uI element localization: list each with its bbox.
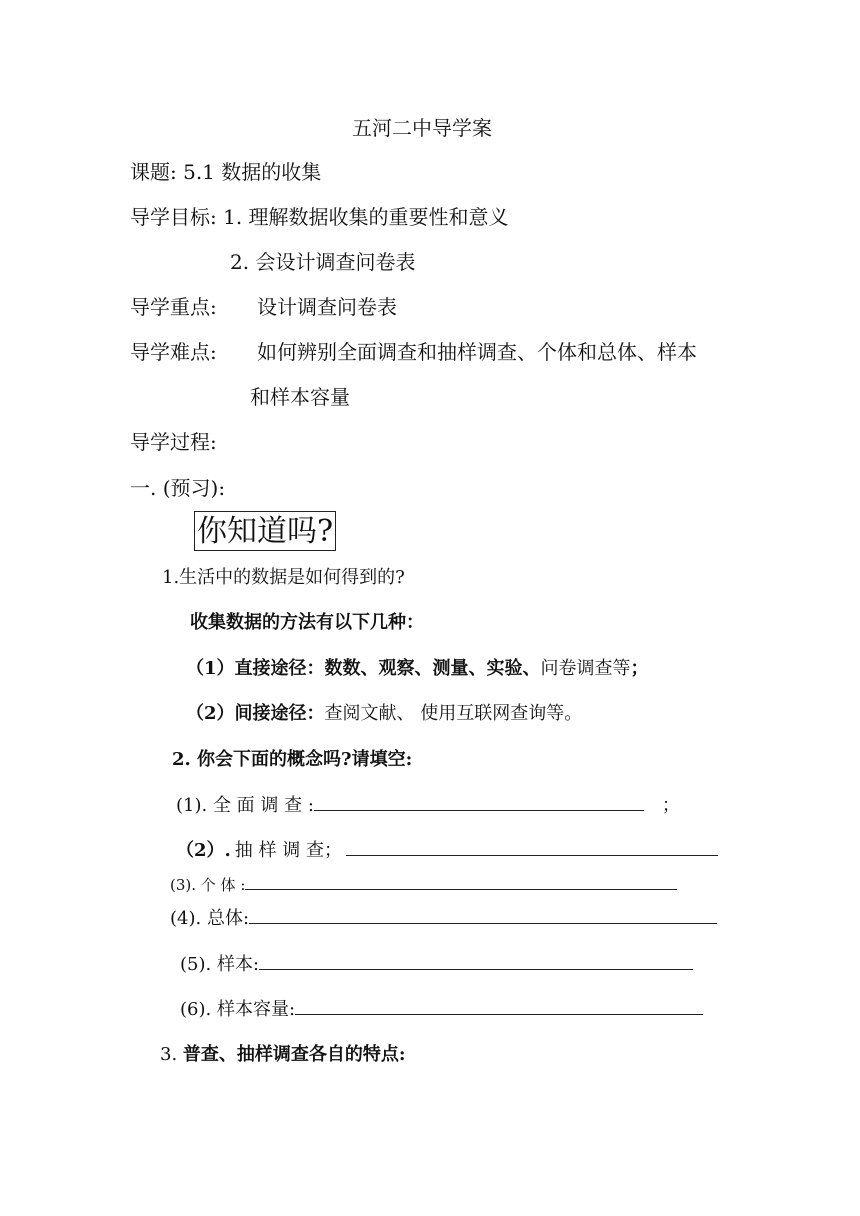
- topic-line: 课题: 5.1 数据的收集: [130, 160, 322, 184]
- fill-6-label: (6). 样本容量:: [180, 999, 296, 1020]
- method-1: [186, 657, 649, 681]
- fill-1: [176, 792, 680, 818]
- fill-2-label: 抽 样 调 查；: [234, 840, 342, 861]
- fill-6-blank[interactable]: [295, 996, 703, 1015]
- fill-4-blank[interactable]: [249, 905, 717, 924]
- method-2-rest: 查阅文献、 使用互联网查询等。: [324, 703, 583, 724]
- fill-6: [180, 996, 703, 1022]
- method-1-rest: 问卷调查等: [540, 658, 631, 679]
- question-2: 2. 你会下面的概念吗?请填空:: [172, 749, 413, 770]
- fill-5: [180, 951, 693, 977]
- key-points-label: 导学重点:: [130, 295, 217, 319]
- difficulty-text-2: 和样本容量: [250, 385, 350, 409]
- section-preview: 一. (预习):: [130, 476, 226, 500]
- question-3-number: 3.: [160, 1044, 183, 1065]
- fill-1-end: ；: [661, 795, 680, 816]
- method-1-end: ；: [630, 658, 649, 679]
- goals-line: 导学目标: 1. 理解数据收集的重要性和意义: [130, 205, 509, 229]
- method-2-bold: （2）间接途径：: [186, 703, 325, 724]
- fill-3: [170, 873, 677, 897]
- key-points-text: 设计调查问卷表: [257, 295, 397, 319]
- method-1-bold: （1）直接途径：数数、观察、测量、实验、: [186, 658, 541, 679]
- fill-2-number: （2）.: [176, 840, 231, 861]
- fill-4-label: (4). 总体:: [170, 908, 250, 929]
- difficulty-text-1: 如何辨别全面调查和抽样调查、个体和总体、样本: [257, 340, 697, 364]
- process-label: 导学过程:: [130, 430, 217, 454]
- fill-5-label: (5). 样本:: [180, 954, 260, 975]
- fill-4: [170, 905, 717, 931]
- fill-1-label: (1). 全 面 调 查 :: [176, 795, 314, 816]
- fill-2-blank[interactable]: [346, 837, 718, 856]
- did-you-know-box: 你知道吗?: [194, 511, 336, 551]
- fill-3-blank[interactable]: [245, 875, 677, 890]
- fill-5-blank[interactable]: [259, 951, 693, 970]
- difficulty-label: 导学难点:: [130, 340, 217, 364]
- fill-1-blank[interactable]: [314, 792, 644, 811]
- question-3-text: 普查、抽样调查各自的特点:: [182, 1044, 406, 1065]
- page-title: 五河二中导学案: [352, 116, 492, 140]
- goal-2: 2. 会设计调查问卷表: [230, 250, 416, 274]
- fill-2: [176, 837, 718, 863]
- question-1: 1.生活中的数据是如何得到的?: [162, 567, 405, 588]
- question-3: [160, 1043, 406, 1067]
- methods-heading: 收集数据的方法有以下几种：: [190, 612, 424, 633]
- fill-3-label: (3). 个 体 :: [170, 876, 246, 894]
- method-2: [186, 702, 582, 726]
